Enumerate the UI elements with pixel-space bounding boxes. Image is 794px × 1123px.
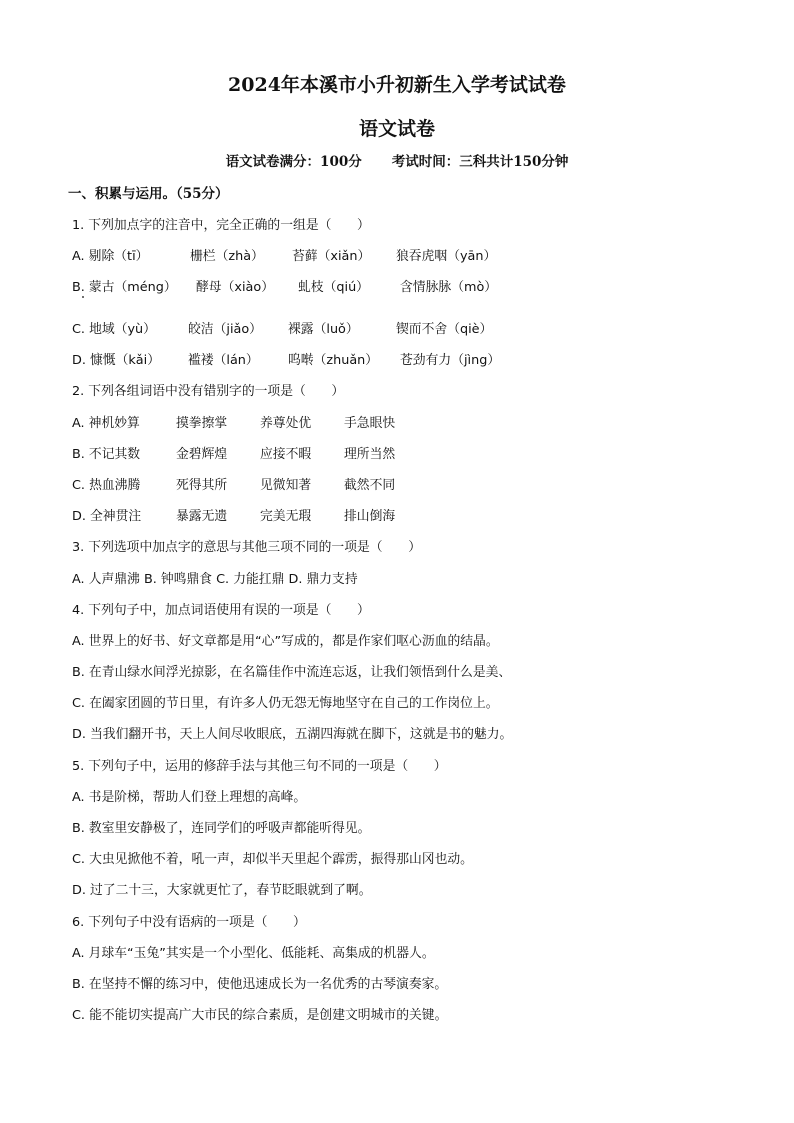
q3-option-c: C. 力能扛鼎 xyxy=(216,572,285,587)
q2-option-b-3: 应接不暇 xyxy=(260,447,312,462)
stray-mark xyxy=(82,296,84,298)
q1-option-c-2: 皎洁（jiǎo） xyxy=(188,322,262,337)
q5-option-c: C. 大虫见掀他不着，吼一声，却似半天里起个霹雳，振得那山冈也动。 xyxy=(72,852,473,867)
q2-option-c-1: C. 热血沸腾 xyxy=(72,478,141,493)
q2-option-c-3: 见微知著 xyxy=(260,478,312,493)
exam-subtitle: 语文试卷 xyxy=(358,118,435,140)
q1-option-c-1: C. 地域（yù） xyxy=(72,322,156,337)
q6-option-a: A. 月球车“玉兔”其实是一个小型化、低能耗、高集成的机器人。 xyxy=(72,946,435,961)
q6-option-b: B. 在坚持不懈的练习中，使他迅速成长为一名优秀的古琴演奏家。 xyxy=(72,977,448,992)
q4-option-d: D. 当我们翻开书，天上人间尽收眼底，五湖四海就在脚下，这就是书的魅力。 xyxy=(72,727,513,742)
q1-option-a-1: A. 剔除（tī） xyxy=(72,249,149,264)
q2-option-d-2: 暴露无遗 xyxy=(176,509,228,524)
question-1-stem: 1. 下列加点字的注音中，完全正确的一组是（ ） xyxy=(72,218,370,233)
q2-option-a-3: 养尊处优 xyxy=(260,416,312,431)
q1-option-c-4: 锲而不舍（qiè） xyxy=(396,322,493,337)
q2-option-a-2: 摸拳擦掌 xyxy=(176,416,228,431)
q4-option-a: A. 世界上的好书、好文章都是用“心”写成的，都是作家们呕心沥血的结晶。 xyxy=(72,634,499,649)
q1-option-a-2: 栅栏（zhà） xyxy=(190,249,264,264)
time-info: 考试时间：三科共计150分钟 xyxy=(391,154,569,170)
q2-option-c-4: 截然不同 xyxy=(344,478,396,493)
q5-option-d: D. 过了二十三，大家就更忙了，春节眨眼就到了啊。 xyxy=(72,883,372,898)
section-heading: 一、积累与运用。（55分） xyxy=(68,186,229,202)
q1-option-d-2: 褴褛（lán） xyxy=(188,353,259,368)
question-2-stem: 2. 下列各组词语中没有错别字的一项是（ ） xyxy=(72,384,345,399)
q2-option-d-3: 完美无瑕 xyxy=(260,509,312,524)
q1-option-b-2: 酵母（xiào） xyxy=(196,280,274,295)
q2-option-b-1: B. 不记其数 xyxy=(72,447,141,462)
q1-option-b-4: 含情脉脉（mò） xyxy=(400,280,498,295)
q1-option-a-4: 狼吞虎咽（yān） xyxy=(396,249,497,264)
q6-option-c: C. 能不能切实提高广大市民的综合素质，是创建文明城市的关键。 xyxy=(72,1008,448,1023)
q1-option-b-1: B. 蒙古（méng） xyxy=(72,280,177,295)
q2-option-a-4: 手急眼快 xyxy=(344,416,396,431)
q2-option-d-1: D. 全神贯注 xyxy=(72,509,142,524)
q1-option-d-3: 呜啭（zhuǎn） xyxy=(288,353,379,368)
question-6-stem: 6. 下列句子中没有语病的一项是（ ） xyxy=(72,915,306,930)
q1-option-d-4: 苍劲有力（jìng） xyxy=(400,353,501,368)
exam-title: 2024年本溪市小升初新生入学考试试卷 xyxy=(228,74,566,96)
q5-option-b: B. 教室里安静极了，连同学们的呼吸声都能听得见。 xyxy=(72,821,371,836)
q1-option-c-3: 裸露（luǒ） xyxy=(288,322,359,337)
q2-option-b-2: 金碧辉煌 xyxy=(176,447,228,462)
q1-option-b-3: 虬枝（qiú） xyxy=(298,280,369,295)
question-4-stem: 4. 下列句子中，加点词语使用有误的一项是（ ） xyxy=(72,603,370,618)
q1-option-a-3: 苔藓（xiǎn） xyxy=(292,249,371,264)
q3-option-d: D. 鼎力支持 xyxy=(288,572,358,587)
q3-option-a: A. 人声鼎沸 xyxy=(72,572,140,587)
question-3-options xyxy=(72,568,358,587)
q4-option-c: C. 在阖家团圆的节日里，有许多人仍无怨无悔地坚守在自己的工作岗位上。 xyxy=(72,696,499,711)
exam-info xyxy=(0,150,794,170)
q3-option-b: B. 钟鸣鼎食 xyxy=(143,572,213,587)
q2-option-d-4: 排山倒海 xyxy=(344,509,396,524)
q2-option-c-2: 死得其所 xyxy=(176,478,228,493)
question-3-stem: 3. 下列选项中加点字的意思与其他三项不同的一项是（ ） xyxy=(72,540,421,555)
q2-option-b-4: 理所当然 xyxy=(344,447,396,462)
q1-option-d-1: D. 慷慨（kǎi） xyxy=(72,353,160,368)
score-info: 语文试卷满分：100分 xyxy=(225,154,362,170)
q4-option-b: B. 在青山绿水间浮光掠影，在名篇佳作中流连忘返，让我们领悟到什么是美、 xyxy=(72,665,512,680)
q5-option-a: A. 书是阶梯，帮助人们登上理想的高峰。 xyxy=(72,790,307,805)
question-5-stem: 5. 下列句子中，运用的修辞手法与其他三句不同的一项是（ ） xyxy=(72,759,447,774)
q2-option-a-1: A. 神机妙算 xyxy=(72,416,140,431)
